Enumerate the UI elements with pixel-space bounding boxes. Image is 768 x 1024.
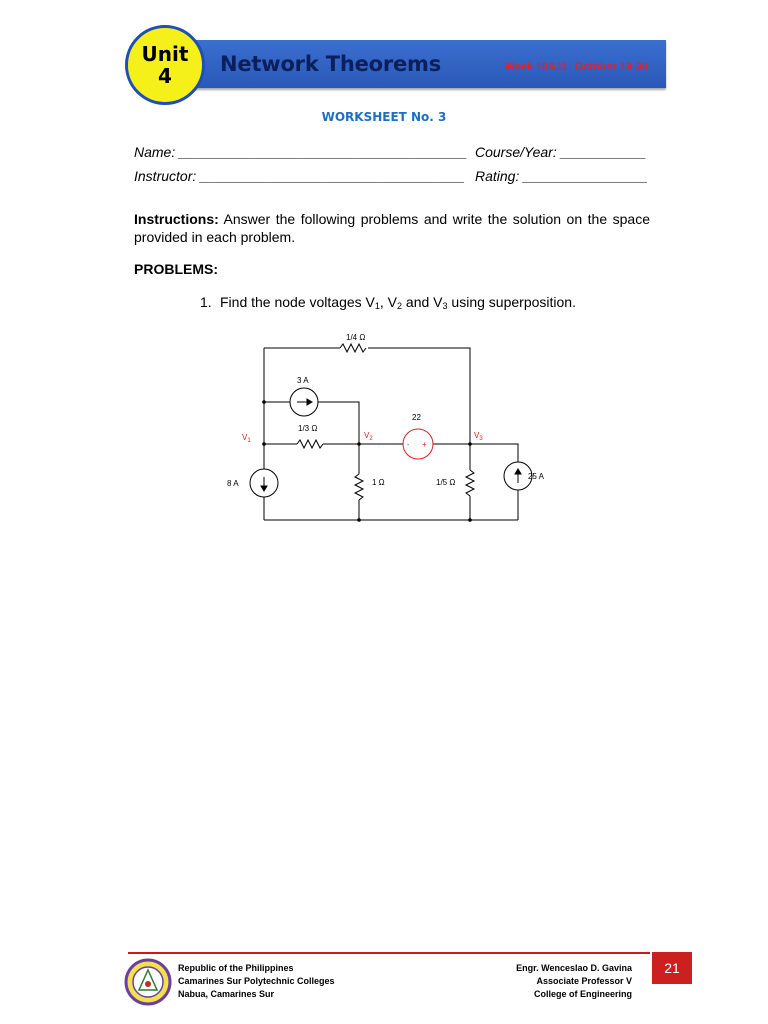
unit-number: 4 <box>158 64 172 88</box>
problem-text: using superposition. <box>447 294 576 310</box>
subscript: 3 <box>442 301 448 311</box>
node-dot <box>468 442 472 446</box>
subscript: 2 <box>397 301 403 311</box>
header-banner <box>168 40 666 88</box>
problems-heading: PROBLEMS: <box>134 261 218 277</box>
node-v1-label: $V_1$ <box>242 433 251 444</box>
node-v2-label: $V_2$ <box>364 431 373 442</box>
unit-word: Unit <box>141 42 189 66</box>
resistor-right <box>466 470 474 496</box>
rating-field: Rating: ________________ <box>475 168 648 184</box>
unit-badge <box>125 25 205 105</box>
footer-institution <box>178 962 335 1001</box>
footer-left-line: Camarines Sur Polytechnic Colleges <box>178 976 335 986</box>
name-field: Name: _____________________________________ <box>134 144 468 160</box>
problem-text: , V <box>379 294 398 310</box>
node-dot <box>262 442 266 446</box>
label-3a: 3 A <box>297 376 309 385</box>
instructions-text: Answer the following problems and write the solution on the space provided in each problem. <box>134 211 650 245</box>
node-v3-label: $V_3$ <box>474 431 483 442</box>
problem-text: and V <box>402 294 443 310</box>
footer-right-line: Associate Professor V <box>536 976 632 986</box>
wire <box>318 402 359 444</box>
page-number: 21 <box>652 952 692 984</box>
node-dot <box>468 518 472 522</box>
node-dot <box>357 518 361 522</box>
label-22v: 22 <box>412 413 421 422</box>
resistor-left <box>297 440 323 448</box>
problem-number: 1. <box>200 294 212 310</box>
label-8a: 8 A <box>227 479 239 488</box>
problem-1 <box>200 294 576 311</box>
college-seal-icon <box>124 958 172 1006</box>
resistor-top <box>340 344 366 352</box>
course-year-field: Course/Year: ___________ <box>475 144 647 160</box>
plus-sign: + <box>422 440 427 449</box>
footer-right-line: College of Engineering <box>533 989 632 999</box>
arrowhead-icon <box>515 469 521 474</box>
instructor-field: Instructor: __________________________________ <box>134 168 465 184</box>
node-dot <box>357 442 361 446</box>
instructions-label: Instructions: <box>134 211 219 227</box>
node-dot <box>262 400 266 404</box>
instructions <box>134 210 650 246</box>
label-r-right: 1/5 Ω <box>436 478 456 487</box>
problem-text: Find the node voltages V <box>220 294 375 310</box>
unit-title: Network Theorems <box>220 52 442 76</box>
subscript: 1 <box>374 301 380 311</box>
week-label: Week 10&11: October 19-30 <box>504 61 648 73</box>
label-r-left: 1/3 Ω <box>298 424 318 433</box>
minus-sign: - <box>407 442 410 449</box>
footer-divider <box>128 952 650 954</box>
arrowhead-icon <box>307 399 312 405</box>
worksheet-title: WORKSHEET No. 3 <box>321 110 447 124</box>
label-25a: 25 A <box>527 472 545 481</box>
footer-right-line: Engr. Wenceslao D. Gavina <box>516 963 632 973</box>
footer-left-line: Republic of the Philippines <box>178 963 294 973</box>
footer-left-line: Nabua, Camarines Sur <box>178 989 275 999</box>
circuit-diagram <box>222 328 545 528</box>
resistor-mid <box>355 474 363 500</box>
wire <box>433 444 518 462</box>
label-r-top: 1/4 Ω <box>346 333 366 342</box>
footer-author <box>516 962 632 1001</box>
label-r-mid: 1 Ω <box>372 478 385 487</box>
